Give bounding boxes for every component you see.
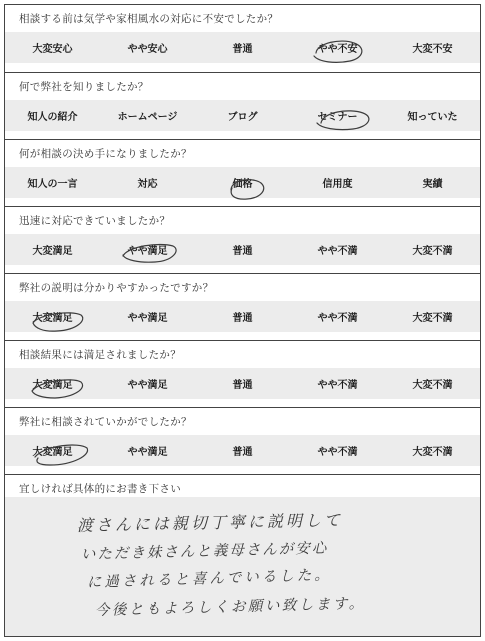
question-label: 弊社に相談されていかがでしたか？ [19, 416, 192, 428]
question-label: 相談する前は気学や家相風水の対応に不安でしたか？ [19, 13, 279, 25]
handwriting [5, 497, 480, 637]
handwritten-line: 今後ともよろしくお願い致します。 [94, 595, 366, 619]
handwritten-line: 渡さんには親切丁寧に説明して [76, 510, 344, 535]
question-6 [5, 340, 480, 407]
survey-sheet [4, 4, 481, 637]
question-label: 迅速に対応できていましたか？ [19, 215, 171, 227]
option-row [5, 301, 480, 332]
option-5: 大変不満 [412, 313, 453, 324]
option-2: ホームページ [117, 112, 178, 123]
option-3: 普通 [232, 447, 253, 458]
option-2: やや安心 [127, 44, 168, 55]
option-4: やや不満 [317, 246, 358, 257]
option-5: 実績 [422, 179, 443, 190]
option-row [5, 368, 480, 399]
option-1: 大変満足 [32, 246, 73, 257]
option-1: 大変満足 [32, 447, 73, 458]
question-label: 弊社の説明は分かりやすかったですか？ [19, 282, 214, 294]
option-row [5, 100, 480, 131]
question-label: 何が相談の決め手になりましたか？ [19, 148, 192, 160]
question-4 [5, 206, 480, 273]
option-3: 普通 [232, 380, 253, 391]
option-1: 大変安心 [32, 44, 73, 55]
option-4: 信用度 [322, 179, 353, 190]
option-1: 知人の一言 [27, 179, 78, 190]
option-3: 普通 [232, 44, 253, 55]
option-3: 普通 [232, 313, 253, 324]
question-3 [5, 139, 480, 206]
question-7 [5, 407, 480, 474]
option-3: 普通 [232, 246, 253, 257]
option-5: 大変不満 [412, 447, 453, 458]
option-4: セミナー [317, 112, 358, 123]
handwritten-line: に過されると喜んでいるした。 [86, 567, 333, 591]
option-2: やや満足 [127, 380, 168, 391]
option-1: 大変満足 [32, 380, 73, 391]
option-2: やや満足 [127, 447, 168, 458]
option-2: やや満足 [127, 246, 168, 257]
question-2 [5, 72, 480, 139]
option-row [5, 234, 480, 265]
option-row [5, 167, 480, 198]
option-5: 大変不安 [412, 44, 453, 55]
option-1: 大変満足 [32, 313, 73, 324]
question-1 [5, 5, 480, 72]
option-3: ブログ [227, 112, 258, 123]
option-5: 大変不満 [412, 380, 453, 391]
option-5: 知っていた [407, 112, 458, 123]
option-4: やや不満 [317, 447, 358, 458]
question-label: 相談結果には満足されましたか？ [19, 349, 181, 361]
comment-box [5, 497, 480, 636]
comment-section [5, 474, 480, 636]
option-4: やや不安 [317, 44, 358, 55]
question-5 [5, 273, 480, 340]
option-3: 価格 [232, 179, 253, 190]
option-2: 対応 [137, 179, 158, 190]
option-1: 知人の紹介 [27, 112, 78, 123]
option-4: やや不満 [317, 313, 358, 324]
option-row [5, 435, 480, 466]
option-5: 大変不満 [412, 246, 453, 257]
option-4: やや不満 [317, 380, 358, 391]
option-row [5, 32, 480, 63]
handwritten-line: いただき妹さんと義母さんが安心 [80, 540, 329, 563]
option-2: やや満足 [127, 313, 168, 324]
comment-label: 宜しければ具体的にお書き下さい [19, 483, 181, 495]
question-label: 何で弊社を知りましたか？ [19, 81, 149, 93]
